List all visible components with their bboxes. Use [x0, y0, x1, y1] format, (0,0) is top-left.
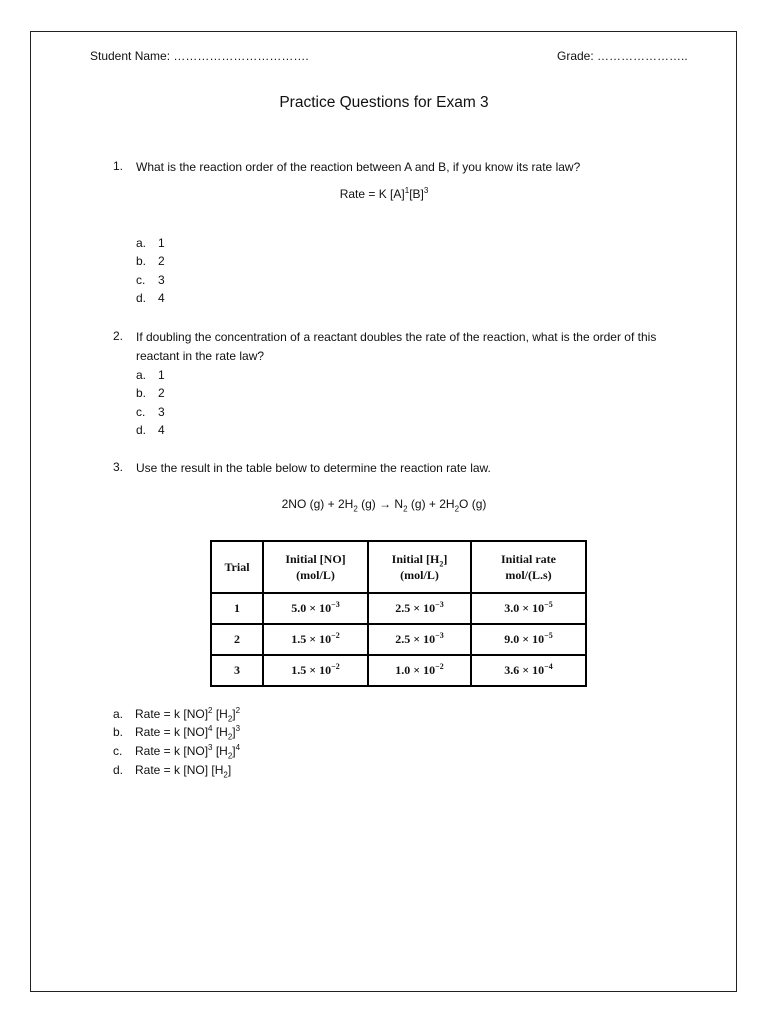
q1-number: 1.: [113, 159, 124, 173]
h2-conc-cell: $2.5 \times 10^{-3}$: [368, 624, 471, 655]
rate-cell: $9.0 \times 10^{-5}$: [471, 624, 586, 655]
q2-text: If doubling the concentration of a reactant doubles the rate of the reaction, what is the order of this reactant in the rate law?: [136, 330, 657, 363]
rate-cell: $3.0 \times 10^{-5}$: [471, 593, 586, 624]
page-title: Practice Questions for Exam 3: [279, 94, 489, 111]
header-initial-h2: Initial $[H_2]$ (mol/L): [368, 541, 471, 593]
q3-reaction-equation: 2NO $(g) + 2H_2$ $(g) \to N_2$ $(g) + 2H_2O$ (g): [281, 497, 487, 514]
no-conc-cell: $1.5 \times 10^{-2}$: [263, 655, 368, 686]
rate-cell: $3.6 \times 10^{-4}$: [471, 655, 586, 686]
q1-equation: Rate = K $[A]^1[B]^3$: [339, 186, 429, 201]
no-conc-cell: $5.0 \times 10^{-3}$: [263, 593, 368, 624]
table-row: [211, 593, 586, 624]
table-row: [211, 655, 586, 686]
no-conc-cell: $1.5 \times 10^{-2}$: [263, 624, 368, 655]
trial-cell: 3: [211, 655, 263, 686]
q1-text: What is the reaction order of the reaction between A and B, if you know its rate law?: [136, 160, 581, 174]
table-header-row: [211, 541, 586, 593]
h2-conc-cell: $1.0 \times 10^{-2}$: [368, 655, 471, 686]
grade-field: Grade: …………………..: [557, 49, 688, 63]
table-row: [211, 624, 586, 655]
q3-number: 3.: [113, 460, 124, 474]
q2-number: 2.: [113, 329, 124, 343]
trial-cell: 1: [211, 593, 263, 624]
student-name-field: Student Name: …………………………….: [90, 49, 309, 63]
q3-text: Use the result in the table below to determine the reaction rate law.: [136, 461, 491, 475]
header-initial-no: Initial [NO] (mol/L): [263, 541, 368, 593]
rate-data-table: [210, 540, 587, 687]
header-trial: Trial: [211, 541, 263, 593]
h2-conc-cell: $2.5 \times 10^{-3}$: [368, 593, 471, 624]
header-initial-rate: Initial rate mol/(L.s): [471, 541, 586, 593]
trial-cell: 2: [211, 624, 263, 655]
